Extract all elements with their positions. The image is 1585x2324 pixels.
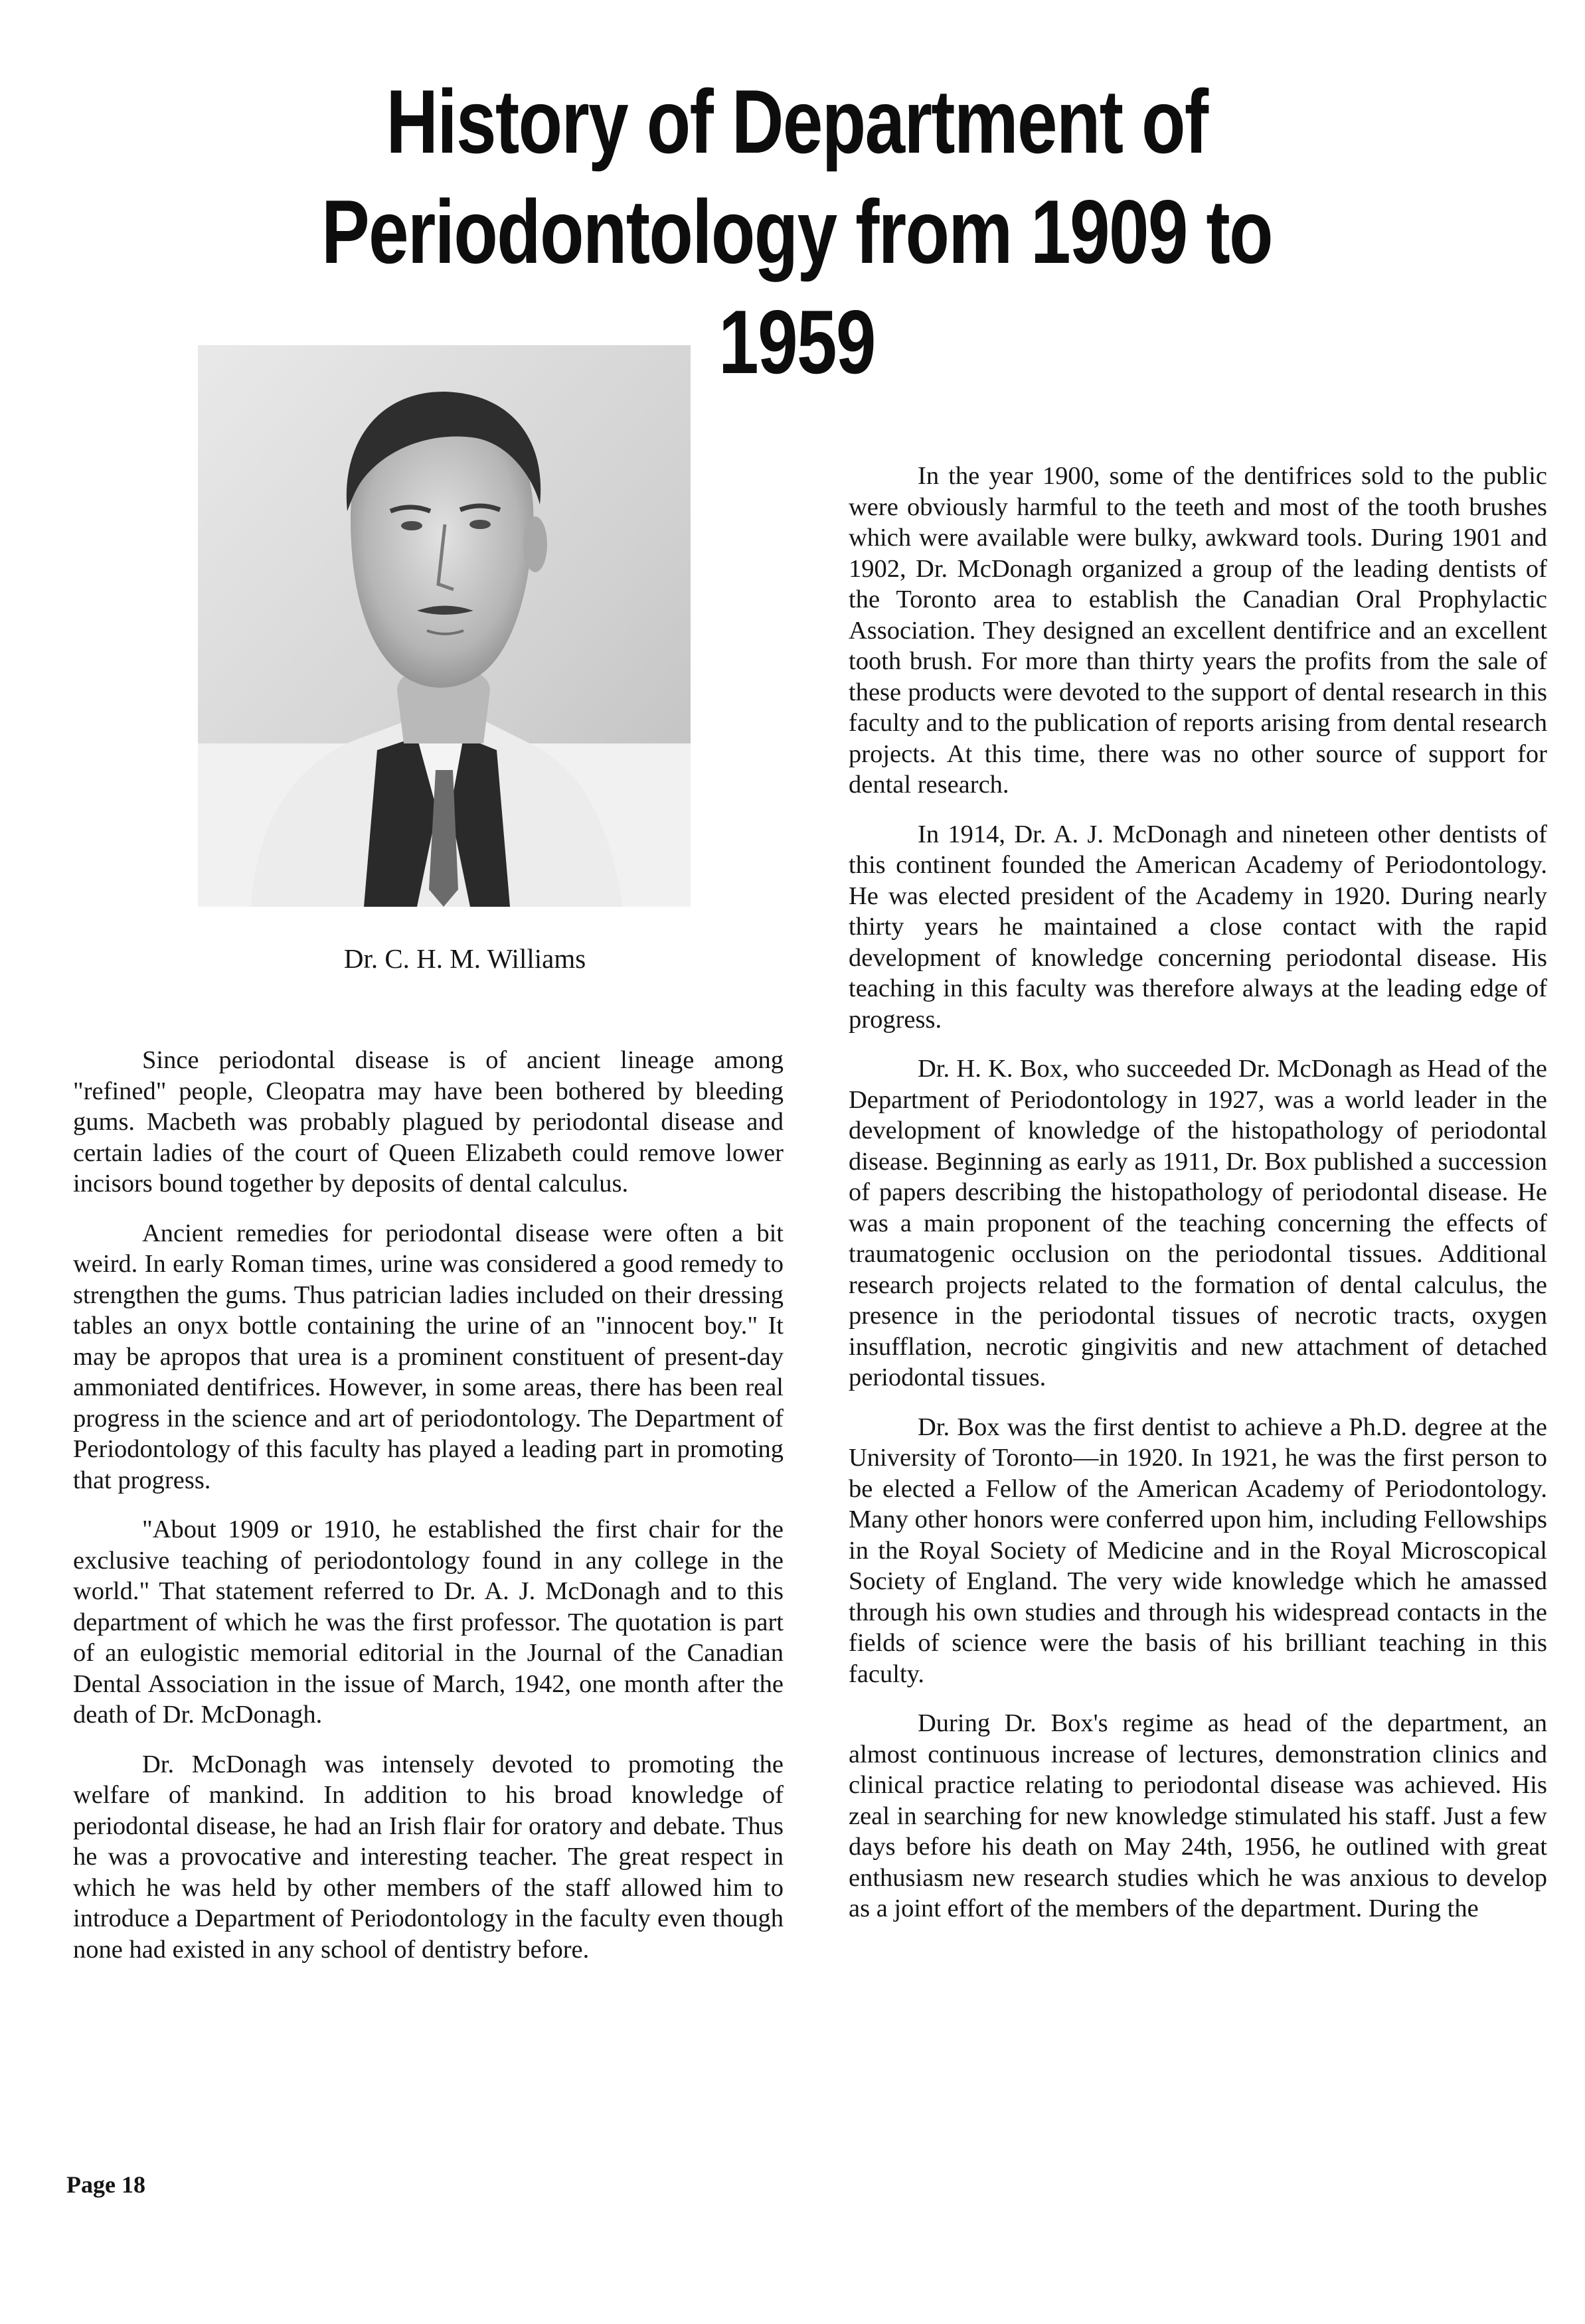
paragraph: In 1914, Dr. A. J. McDonagh and nineteen other dentists of this continent founded the American Academy of Periodontology. He was elected president of the Academy in 1920. During nearly thirty years he maintained a close contact with the rapid development of knowledge concerning periodontal disease. His teaching in this faculty was therefore always at the leading edge of progress. <box>849 820 1547 1034</box>
paragraph: Dr. McDonagh was intensely devoted to promoting the welfare of mankind. In addition to his broad knowledge of periodontal disease, he had an Irish flair for oratory and debate. Thus he was a provocative and interesting teacher. The great respect in which he was held by other members of the staff allowed him to introduce a Department of Periodontology in the faculty even though none had existed in any school of dentistry before. <box>73 1750 784 1964</box>
portrait-photo <box>198 345 691 907</box>
paragraph: Ancient remedies for periodontal disease were often a bit weird. In early Roman times, urine was considered a good remedy to strengthen the gums. Thus patrician ladies included on their dressing tables an onyx bottle containing the urine of an "innocent boy." It may be apropos that urea is a prominent constituent of present-day ammoniated dentifrices. However, in some areas, there has been real progress in the science and art of periodontology. The Department of Periodontology of this faculty has played a leading part in promoting that progress. <box>73 1219 784 1494</box>
title-line-2: Periodontology from 1909 to 1959 <box>321 181 1272 392</box>
photo-caption: Dr. C. H. M. Williams <box>343 943 586 974</box>
paragraph: Since periodontal disease is of ancient lineage among "refined" people, Cleopatra may have been bothered by bleeding gums. Macbeth was probably plagued by periodontal disease and certain ladies of the court of Queen Elizabeth could remove lower incisors bound together by deposits of dental calculus. <box>73 1046 784 1198</box>
page-number: Page 18 <box>66 2171 145 2198</box>
right-column <box>849 461 1547 1943</box>
left-column <box>73 1045 784 1983</box>
paragraph: Dr. H. K. Box, who succeeded Dr. McDonagh as Head of the Department of Periodontology in 1927, was a world leader in the development of knowledge of the histopathology of periodontal disease. Beginning as early as 1911, Dr. Box published a succession of papers describing the histopathology of periodontal disease. He was a main proponent of the teaching concerning the effects of traumatogenic occlusion on the periodontal tissues. Additional research projects related to the formation of dental calculus, the presence in the periodontal tissues of necrotic tracts, oxygen insufflation, necrotic gingivitis and new attachment of detached periodontal tissues. <box>849 1055 1547 1391</box>
paragraph: During Dr. Box's regime as head of the department, an almost continuous increase of lectures, demonstration clinics and clinical practice relating to periodontal disease was achieved. His zeal in searching for new knowledge stimulated his staff. Just a few days before his death on May 24th, 1956, he outlined with great enthusiasm new research studies which he was anxious to develop as a joint effort of the members of the department. During the <box>849 1709 1547 1922</box>
paragraph: "About 1909 or 1910, he established the first chair for the exclusive teaching of periodontology found in any college in the world." That statement referred to Dr. A. J. McDonagh and to this department of which he was the first professor. The quotation is part of an eulogistic memorial editorial in the Journal of the Canadian Dental Association in the issue of March, 1942, one month after the death of Dr. McDonagh. <box>73 1515 784 1729</box>
title-line-1: History of Department of <box>386 71 1208 172</box>
paragraph: Dr. Box was the first dentist to achieve a Ph.D. degree at the University of Toronto—in 1920. In 1921, he was the first person to be elected a Fellow of the American Academy of Periodontology. Many other honors were conferred upon him, including Fellowships in the Royal Society of Medicine and in the Royal Microscopical Society of England. The very wide knowledge which he amassed through his own studies and through his widespread contacts in the fields of science were the basis of his brilliant teaching in this faculty. <box>849 1413 1547 1688</box>
paragraph: In the year 1900, some of the dentifrices sold to the public were obviously harmful to the teeth and most of the tooth brushes which were available were bulky, awkward tools. During 1901 and 1902, Dr. McDonagh organized a group of the leading dentists of the Toronto area to establish the Canadian Oral Prophylactic Association. They designed an excellent dentifrice and an excellent tooth brush. For more than thirty years the profits from the sale of these products were devoted to the support of dental research in this faculty and to the publication of reports arising from dental research projects. At this time, there was no other source of support for dental research. <box>849 462 1547 799</box>
